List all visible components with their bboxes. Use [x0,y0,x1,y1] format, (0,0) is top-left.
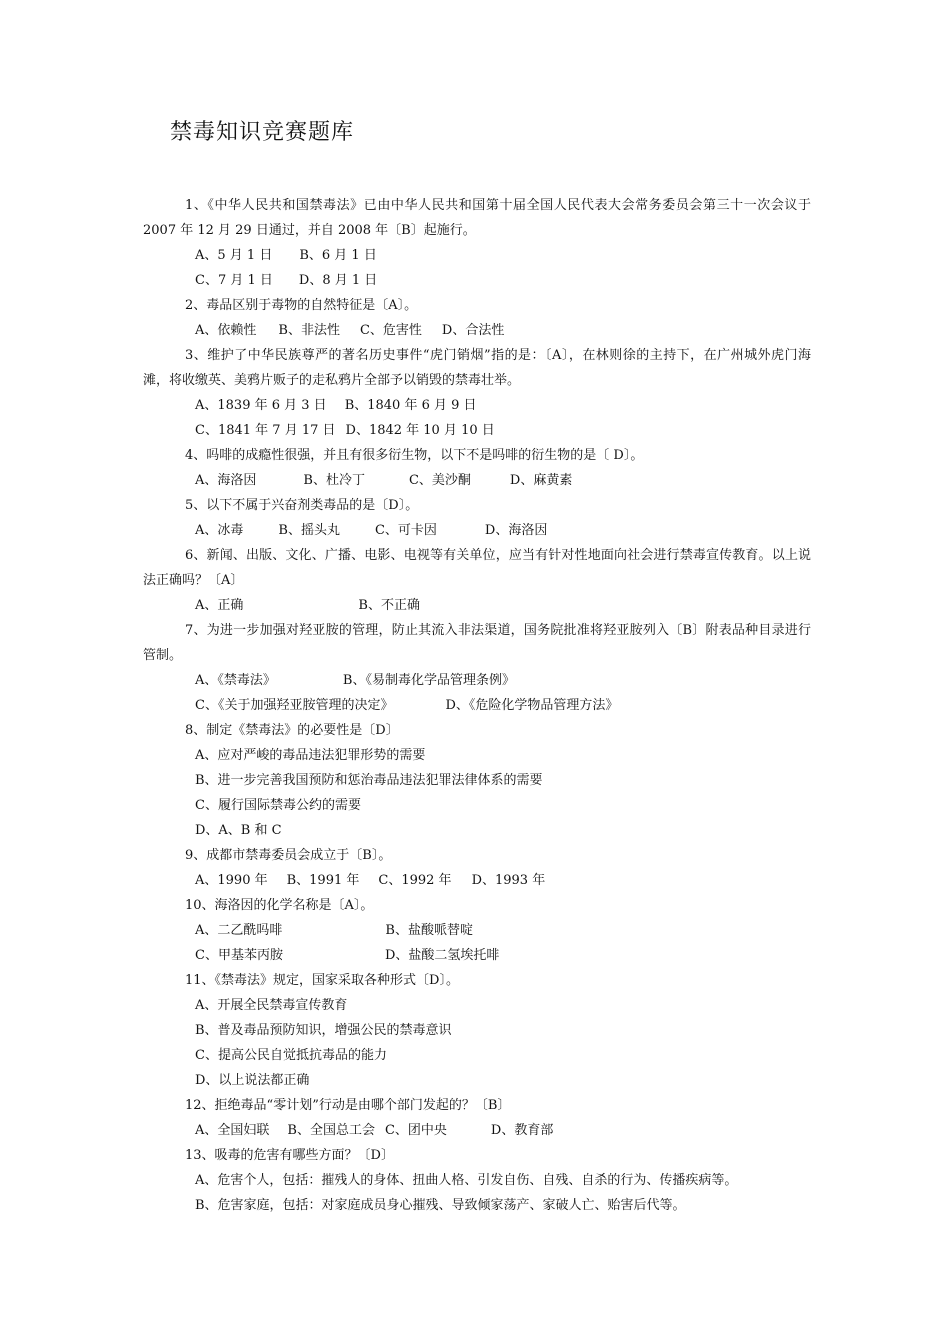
option-row [143,268,811,293]
answer-option: B、进一步完善我国预防和惩治毒品违法犯罪法律体系的需要 [195,773,543,788]
option-row [143,468,811,493]
answer-option: B、非法性 [278,323,340,338]
option-row [143,243,811,268]
option-row [143,1193,811,1218]
answer-option: C、1992 年 [378,873,452,888]
answer-option: A、《禁毒法》 [195,673,276,688]
question-stem: 4、吗啡的成瘾性很强，并且有很多衍生物，以下不是吗啡的衍生物的是〔 D〕。 [185,448,644,463]
question-stem: 8、制定《禁毒法》的必要性是〔D〕 [185,723,399,738]
question-list [143,193,811,1218]
answer-option: D、8 月 1 日 [298,273,378,288]
answer-option: A、开展全民禁毒宣传教育 [195,998,348,1013]
answer-option: A、冰毒 [195,523,244,538]
question-stem: 7、为进一步加强对羟亚胺的管理，防止其流入非法渠道，国务院批准将羟亚胺列入〔B〕附表品种目录进行管制。 [143,623,811,663]
answer-option: B、6 月 1 日 [299,248,377,263]
answer-option: A、危害个人，包括：摧残人的身体、扭曲人格、引发自伤、自残、自杀的行为、传播疾病等。 [195,1173,738,1188]
answer-option: D、海洛因 [484,523,548,538]
option-row [143,743,811,768]
answer-option: D、合法性 [441,323,505,338]
option-row [143,393,811,418]
answer-option: B、普及毒品预防知识，增强公民的禁毒意识 [195,1023,452,1038]
answer-option: B、危害家庭，包括：对家庭成员身心摧残、导致倾家荡产、家破人亡、贻害后代等。 [195,1198,686,1213]
question-stem: 10、海洛因的化学名称是〔A〕。 [185,898,374,913]
question-stem: 3、维护了中华民族尊严的著名历史事件“虎门销烟”指的是：〔A〕，在林则徐的主持下，在广州城外虎门海滩，将收缴英、美鸦片贩子的走私鸦片全部予以销毁的禁毒壮举。 [143,348,811,388]
answer-option: C、提高公民自觉抵抗毒品的能力 [195,1048,387,1063]
answer-option: B、全国总工会 [287,1123,375,1138]
answer-option: D、《危险化学物品管理方法》 [445,698,619,713]
answer-option: D、盐酸二氢埃托啡 [384,948,500,963]
answer-option: B、不正确 [358,598,420,613]
question-stem: 12、拒绝毒品“零计划”行动是由哪个部门发起的？〔B〕 [185,1098,511,1113]
option-row [143,868,811,893]
option-row [143,1068,811,1093]
answer-option: C、团中央 [384,1123,447,1138]
answer-option: C、可卡因 [374,523,437,538]
option-row [143,1018,811,1043]
answer-option: D、A、B 和 C [195,823,282,838]
option-row [143,818,811,843]
option-row [143,318,811,343]
answer-option: D、1993 年 [471,873,546,888]
question-stem: 11、《禁毒法》规定，国家采取各种形式〔D〕。 [185,973,459,988]
option-row [143,593,811,618]
option-row [143,793,811,818]
answer-option: C、7 月 1 日 [195,273,273,288]
answer-option: C、《关于加强羟亚胺管理的决定》 [195,698,394,713]
answer-option: B、1991 年 [286,873,360,888]
answer-option: A、正确 [195,598,244,613]
option-row [143,693,811,718]
option-row [143,1043,811,1068]
option-row [143,668,811,693]
answer-option: D、教育部 [490,1123,554,1138]
answer-option: A、依赖性 [195,323,257,338]
answer-option: B、杜冷丁 [303,473,365,488]
question-stem: 13、吸毒的危害有哪些方面？〔D〕 [185,1148,394,1163]
option-row [143,943,811,968]
option-row [143,418,811,443]
answer-option: A、全国妇联 [195,1123,270,1138]
answer-option: B、1840 年 6 月 9 日 [344,398,477,413]
option-row [143,518,811,543]
answer-option: B、盐酸哌替啶 [385,923,473,938]
option-row [143,768,811,793]
answer-option: C、甲基苯丙胺 [195,948,283,963]
question-stem: 1、《中华人民共和国禁毒法》已由中华人民共和国第十届全国人民代表大会常务委员会第三十一次会议于 2007 年 12 月 29 日通过，并自 2008 年〔B〕起施行。 [143,198,811,238]
answer-option: B、《易制毒化学品管理条例》 [342,673,515,688]
answer-option: A、1839 年 6 月 3 日 [195,398,327,413]
answer-option: A、5 月 1 日 [195,248,273,263]
answer-option: C、履行国际禁毒公约的需要 [195,798,361,813]
answer-option: D、1842 年 10 月 10 日 [345,423,495,438]
answer-option: A、1990 年 [195,873,268,888]
answer-option: D、麻黄素 [509,473,573,488]
answer-option: A、二乙酰吗啡 [195,923,283,938]
answer-option: A、应对严峻的毒品违法犯罪形势的需要 [195,748,426,763]
answer-option: D、以上说法都正确 [195,1073,310,1088]
answer-option: A、海洛因 [195,473,257,488]
question-stem: 9、成都市禁毒委员会成立于〔B〕。 [185,848,392,863]
option-row [143,1168,811,1193]
option-row [143,1118,811,1143]
document-title: 禁毒知识竞赛题库 [170,120,355,145]
question-stem: 6、新闻、出版、文化、广播、电影、电视等有关单位，应当有针对性地面向社会进行禁毒宣传教育。以上说法正确吗？〔A〕 [143,548,811,588]
option-row [143,918,811,943]
question-stem: 5、以下不属于兴奋剂类毒品的是〔D〕。 [185,498,419,513]
answer-option: C、美沙酮 [408,473,471,488]
answer-option: C、危害性 [359,323,422,338]
option-row [143,993,811,1018]
answer-option: B、摇头丸 [278,523,340,538]
answer-option: C、1841 年 7 月 17 日 [195,423,336,438]
question-stem: 2、毒品区别于毒物的自然特征是〔A〕。 [185,298,418,313]
